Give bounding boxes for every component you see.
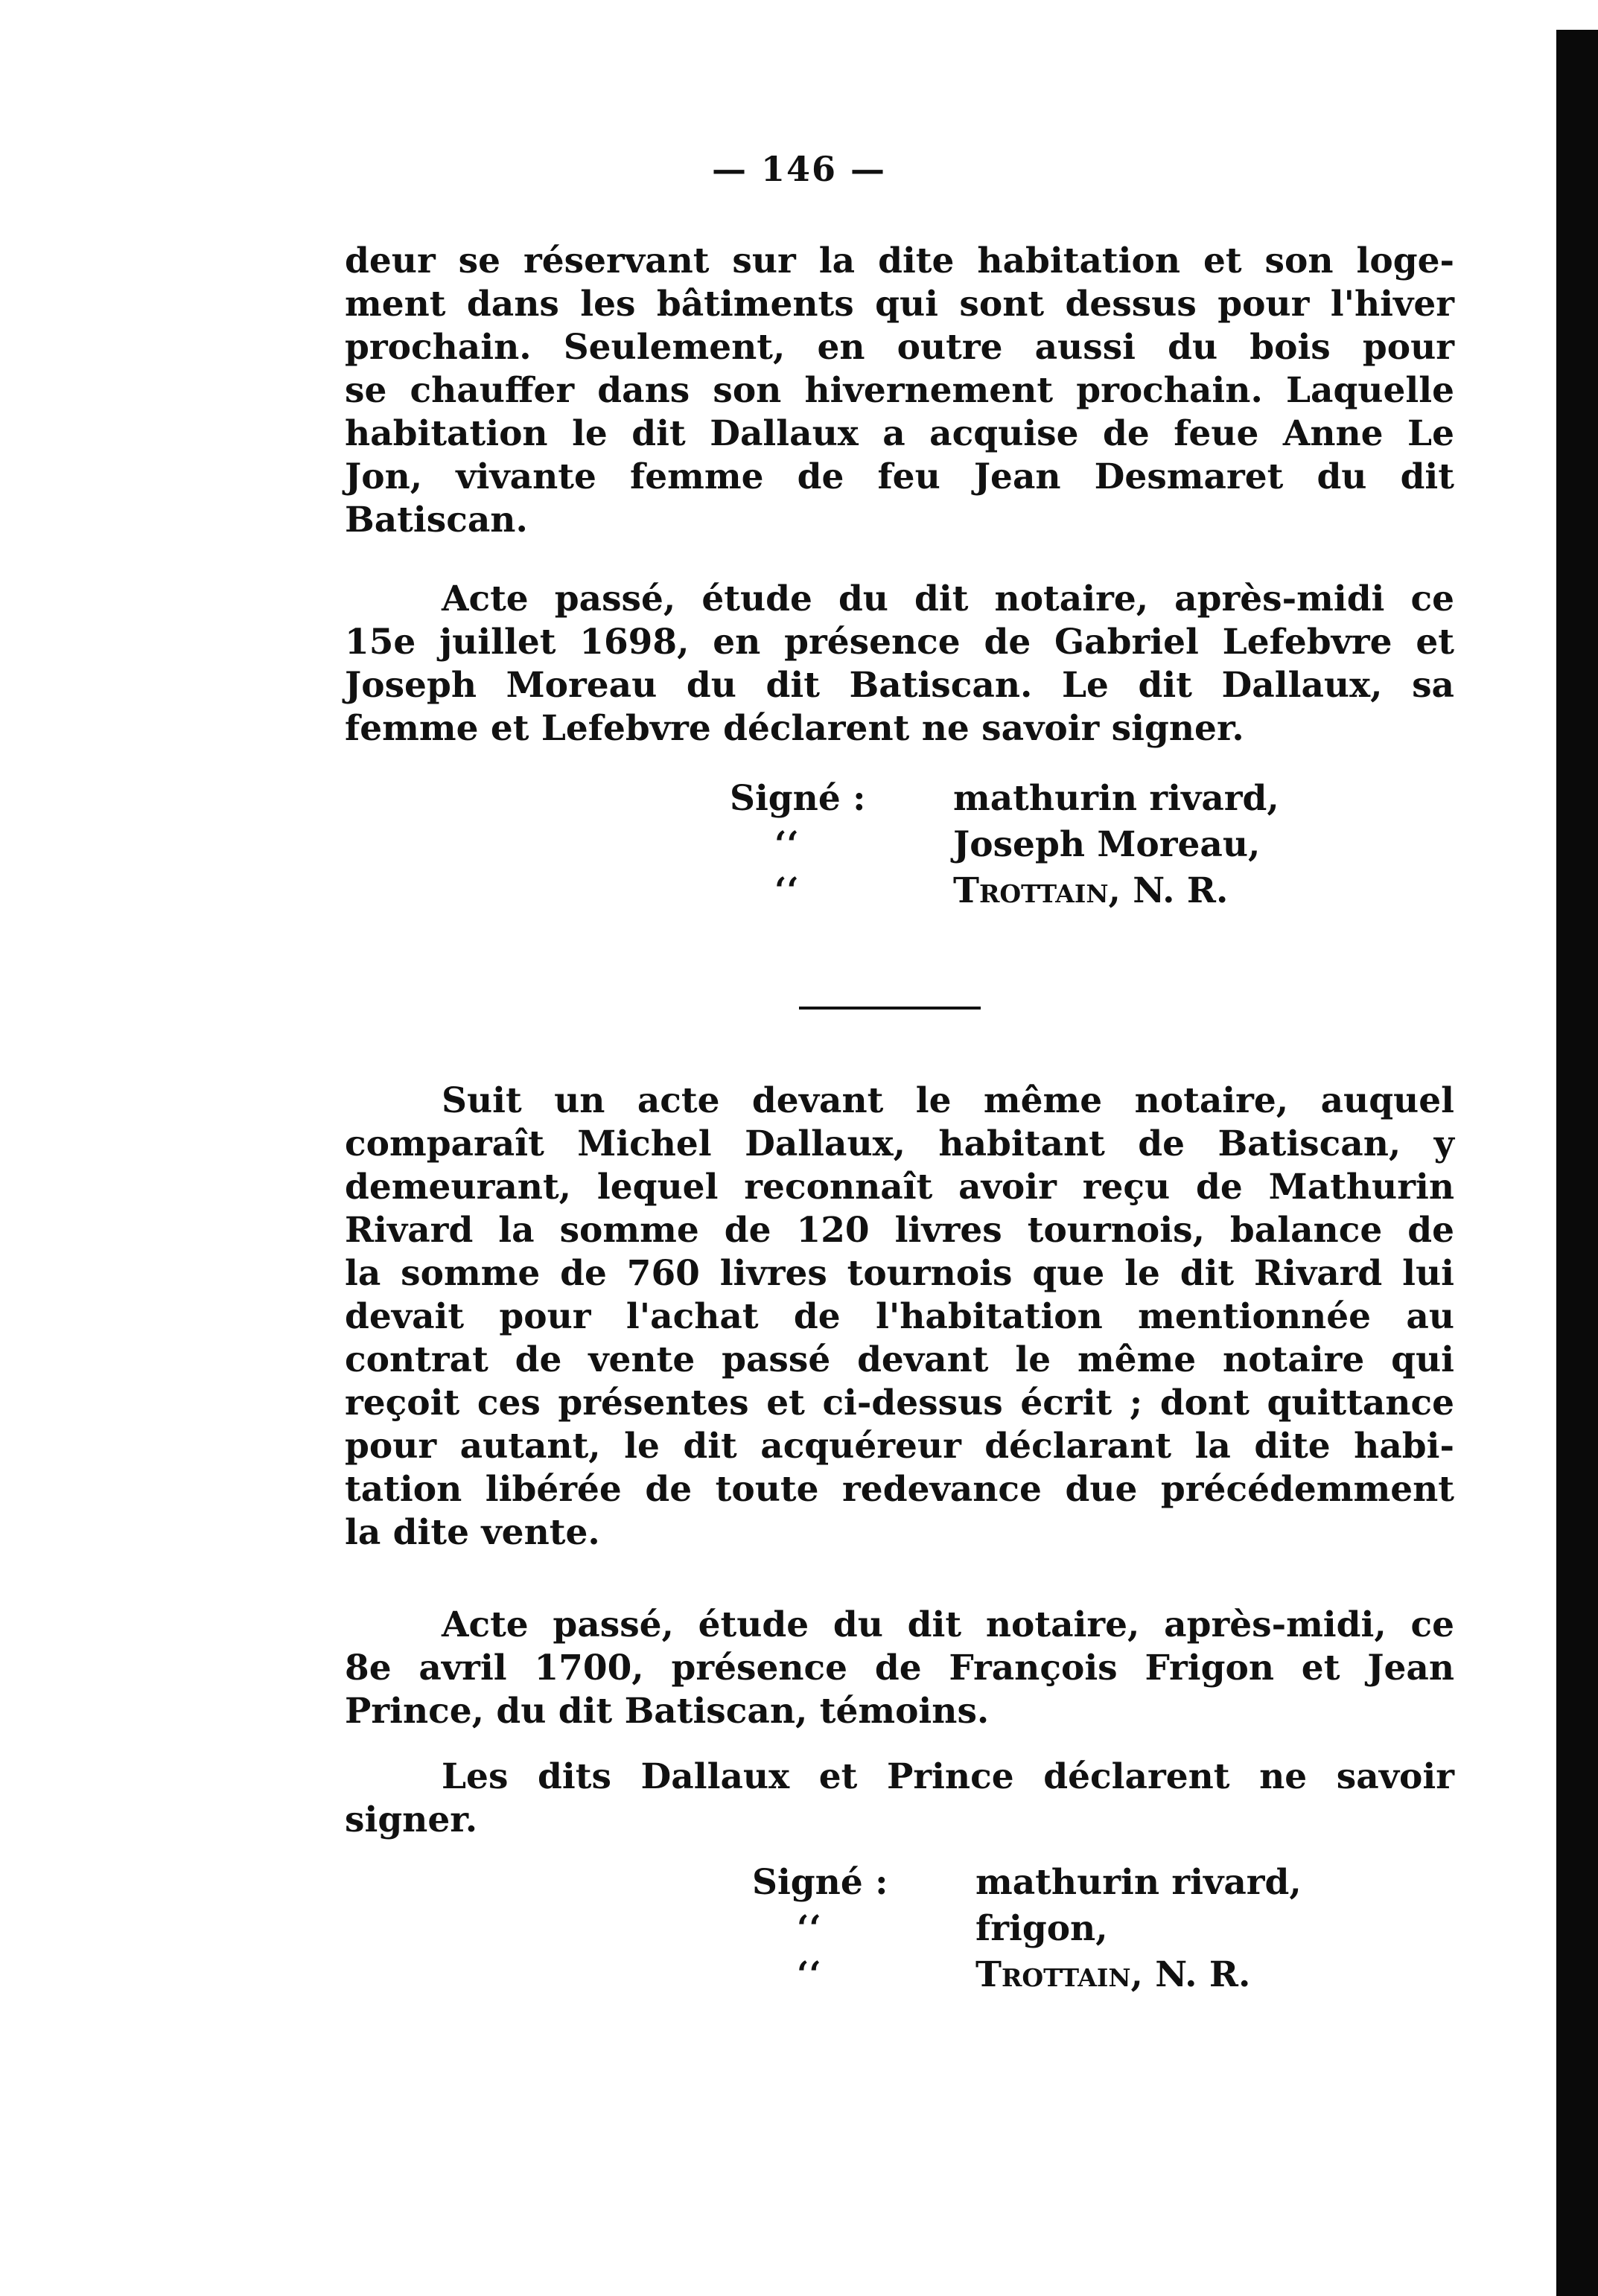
ditto-mark: ‘‘ [797, 1954, 821, 1995]
text-line: contrat de vente passé devant le même notaire qui [345, 1339, 1454, 1380]
page-number: — 146 — [711, 149, 887, 189]
paragraph-declaration [345, 1756, 1454, 1842]
text-line: 8e avril 1700, présence de François Frigon et Jean [345, 1648, 1454, 1688]
text-line: Rivard la somme de 120 livres tournois, balance de [345, 1210, 1454, 1251]
text-line: Batiscan. [345, 500, 528, 540]
signature-name: mathurin rivard, [975, 1862, 1302, 1903]
text-line: Acte passé, étude du dit notaire, après-midi ce [442, 578, 1454, 619]
text-line: Joseph Moreau du dit Batiscan. Le dit Dallaux, sa [345, 665, 1454, 706]
text-line: femme et Lefebvre déclarent ne savoir signer. [345, 708, 1244, 749]
text-line: Les dits Dallaux et Prince déclarent ne savoir [442, 1756, 1454, 1797]
text-line: deur se réservant sur la dite habitation et son loge- [345, 240, 1454, 281]
text-line: Jon, vivante femme de feu Jean Desmaret du dit [345, 456, 1454, 497]
text-line: pour autant, le dit acquéreur déclarant la dite habi- [345, 1426, 1454, 1467]
signed-label: Signé : [730, 778, 866, 819]
text-line: reçoit ces présentes et ci-dessus écrit ; dont quittance [345, 1383, 1454, 1423]
text-line: ment dans les bâtiments qui sont dessus pour l'hiver [345, 284, 1454, 325]
section-divider [799, 1007, 981, 1010]
text-line: Acte passé, étude du dit notaire, après-midi, ce [442, 1604, 1454, 1645]
ditto-mark: ‘‘ [797, 1908, 821, 1949]
text-line: comparaît Michel Dallaux, habitant de Batiscan, y [345, 1123, 1454, 1164]
text-line: la dite vente. [345, 1512, 600, 1553]
signature-name: Joseph Moreau, [953, 824, 1261, 865]
paragraph-acte-1700 [345, 1604, 1454, 1733]
signed-label: Signé : [752, 1862, 888, 1903]
ditto-mark: ‘‘ [774, 824, 799, 865]
signature-name: Trottain, N. R. [975, 1954, 1251, 1995]
text-line: signer. [345, 1799, 478, 1840]
ditto-mark: ‘‘ [774, 870, 799, 911]
text-line: Prince, du dit Batiscan, témoins. [345, 1691, 990, 1732]
text-line: Suit un acte devant le même notaire, auquel [442, 1080, 1454, 1121]
text-line: devait pour l'achat de l'habitation mentionnée au [345, 1296, 1454, 1337]
text-line: 15e juillet 1698, en présence de Gabriel Lefebvre et [345, 622, 1454, 663]
signature-name: Trottain, N. R. [953, 870, 1229, 911]
paragraph-continuation [345, 240, 1454, 542]
paragraph-acte-1698 [345, 578, 1454, 750]
text-line: habitation le dit Dallaux a acquise de feue Anne Le [345, 413, 1454, 454]
paragraph-suit-un-acte [345, 1080, 1454, 1554]
signature-name: frigon, [975, 1908, 1108, 1949]
text-line: la somme de 760 livres tournois que le dit Rivard lui [345, 1253, 1454, 1294]
text-line: tation libérée de toute redevance due précédemment [345, 1469, 1454, 1510]
text-line: prochain. Seulement, en outre aussi du bois pour [345, 327, 1454, 368]
signature-name: mathurin rivard, [953, 778, 1279, 819]
text-line: se chauffer dans son hivernement prochain. Laquelle [345, 370, 1454, 411]
text-line: demeurant, lequel reconnaît avoir reçu de Mathurin [345, 1167, 1454, 1208]
